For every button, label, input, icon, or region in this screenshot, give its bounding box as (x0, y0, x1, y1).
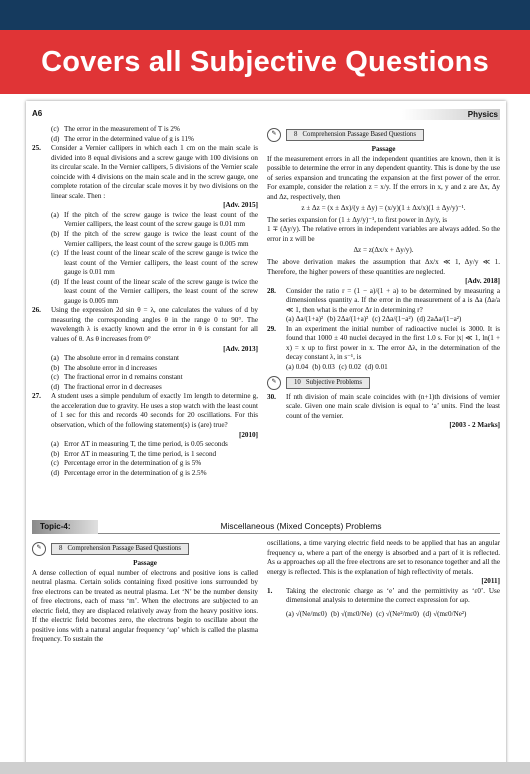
q29-option-c: (c) 0.02 (338, 363, 362, 372)
formula-2: Δz = z(Δx/x + Δy/y). (353, 246, 414, 255)
question-25: 25. Consider a Vernier callipers in which each 1 cm on the main scale is divided into 8 equal divisions and a screw gauge with 100 divisions on its circular scale. In the Vernier callipers, 5 divisions of the Vernier scale coincide with 4 divisions on the main scale and in the screw gauge, one complete rotation of the circular scale moves it by two divisions on the linear scale. Then : (32, 144, 258, 200)
plasma-passage-text: A dense collection of equal number of electrons and positive ions is called neutral plasma. Certain solids containing fixed positive ions surrounded by free electrons can be treated as neutral plasma. Let ‘N’ be the number density of free electrons, each of mass ‘m’. When the electrons are subjected to an electric field, they are displaced relatively away from the heavy positive ions. If the electric field becomes zero, the electrons begin to oscillate about the positive ions with a natural angular frequency ‘ωp’ which is called the plasma frequency. To sustain the (32, 568, 258, 644)
passage-heading: Passage (371, 145, 396, 153)
pencil-icon: ✎ (267, 128, 281, 142)
question-30: 30. If nth division of main scale coincides with (n+1)th divisions of vernier scale. Given one main scale division is equal to ‘a’ units. Find the least count of the vernier. (267, 392, 500, 420)
banner (0, 30, 530, 94)
banner-title: Covers all Subjective Questions (41, 45, 489, 78)
banner-top-strip (0, 0, 530, 30)
bottom-strip (0, 762, 530, 774)
option-line: (c) The error in the measurement of T is 2% (51, 125, 180, 133)
q28-option-b: (b) 2Δa/(1+a)² (327, 315, 369, 324)
q25-option-b: (b) If the pitch of the screw gauge is twice the least count of the Vernier callipers, the least count of the screw gauge is 0.005 mm (51, 230, 258, 248)
question-28: 28. Consider the ratio r = (1 − a)/(1 + a) to be determined by measuring a dimensionless quantity a. If the error in the measurement of a is Δa (Δa/a ≪ 1, then what is the error Δr in determining r? (267, 286, 500, 314)
pencil-icon: ✎ (32, 542, 46, 556)
question-27-ref: [2010] (238, 430, 258, 439)
page-number: A6 (32, 109, 43, 118)
q27-option-b: (b) Error ΔT in measuring T, the time period, is 1 second (51, 449, 217, 458)
question-26-ref: [Adv. 2013] (223, 344, 258, 353)
q26-option-a: (a) The absolute error in d remains constant (51, 354, 180, 363)
q27-option-c: (c) Percentage error in the determination of g is 5% (51, 459, 202, 468)
question-29: 29. In an experiment the initial number of radioactive nuclei is 3000. It is found that 1000 ± 40 nuclei decayed in the first 1.0 s. For |x| ≪ 1, ln(1 + x) = x up to first power in x. The error Δλ, in the determination of the decay constant λ, in s⁻¹, is (267, 324, 500, 362)
passage-heading-bottom: Passage (133, 559, 157, 567)
question-26: 26. Using the expression 2d sin θ = λ, one calculates the values of d by measuring the corresponding angles θ in the range 0 to 90°. The wavelength λ is exactly known and the error in θ is constant for all values of θ. As θ increases from 0° (32, 306, 258, 344)
topic-divider (98, 533, 500, 534)
section-header-8: ✎ 8 Comprehension Passage Based Questions (267, 128, 500, 142)
q29-option-a: (a) 0.04 (286, 363, 309, 372)
q29-option-d: (d) 0.01 (365, 363, 388, 372)
bottom-left-column (32, 539, 258, 645)
q26-option-b: (b) The absolute error in d increases (51, 363, 157, 372)
q1-option-a: (a) √(Ne/mε0) (286, 609, 327, 618)
q27-option-d: (d) Percentage error in the determination of g is 2.5% (51, 468, 207, 477)
question-25-ref: [Adv. 2015] (223, 201, 258, 210)
q1-option-d: (d) √(mε0/Ne²) (423, 609, 467, 618)
passage-text-1: If the measurement errors in all the independent quantities are known, then it is possible to determine the error in any dependent quantity. This is done by the use of series expansion and truncating the expansion at the first power of the error. For example, consider the relation z = x/y. If the errors in x, y and z are Δx, Δy and Δz, respectively, then (267, 154, 500, 201)
passage-text-2: The series expansion for (1 ± Δy/y)⁻¹, to first power in Δy/y, is (267, 215, 447, 224)
pencil-icon: ✎ (267, 376, 281, 390)
page-header (32, 109, 500, 123)
bottom-right-column (267, 539, 500, 619)
plasma-passage-ref: [2011] (481, 577, 500, 586)
q26-option-d: (d) The fractional error in d decreases (51, 382, 162, 391)
question-27: 27. A student uses a simple pendulum of exactly 1m length to determine g, the acceleration due to gravity. He uses a stop watch with the least count of 1 sec for this and records 40 seconds for 20 oscillations. For this observation, which of the following statement(s) is (are) true? (32, 392, 258, 429)
question-30-ref: [2003 - 2 Marks] (449, 421, 500, 430)
q29-option-b: (b) 0.03 (312, 363, 335, 372)
plasma-passage-continued: oscillations, a time varying electric field needs to be applied that has an angular frequency ω, where a part of the energy is absorbed and a part of it is reflected. As ω approaches ωp all the free electrons are set to resonance together and all the energy is reflected. This is the explanation of high reflectivity of metals. (267, 539, 500, 576)
q29-options (267, 363, 500, 373)
question-1: 1. Taking the electronic charge as ‘e’ and the permittivity as ‘ε0’. Use dimensional analysis to determine the correct expression for ωp. (267, 586, 500, 605)
right-column (267, 125, 500, 431)
passage-ref: [Adv. 2018] (465, 277, 500, 286)
subject-tab: Physics (402, 109, 500, 120)
topic-label: Topic-4: (32, 520, 98, 534)
q25-option-c: (c) If the least count of the linear scale of the screw gauge is twice the least count of the Vernier callipers, the least count of the screw gauge is 0.01 mm (51, 249, 258, 277)
q25-option-d: (d) If the least count of the linear scale of the screw gauge is twice the least count of the Vernier callipers, the least count of the screw gauge is 0.005 mm (51, 277, 258, 305)
topic-title: Miscellaneous (Mixed Concepts) Problems (220, 521, 382, 531)
topic-bar (32, 520, 500, 534)
q28-option-a: (a) Δa/(1+a)² (286, 315, 324, 324)
q26-option-c: (c) The fractional error in d remains constant (51, 373, 183, 382)
option-line: (d) The error in the determined value of g is 11% (51, 134, 195, 143)
left-column (32, 125, 258, 478)
q1-options (267, 610, 500, 620)
q28-option-c: (c) 2Δa/(1−a²) (372, 315, 413, 324)
section-header-8-bottom: ✎ 8 Comprehension Passage Based Questions (32, 542, 258, 556)
section-header-10: ✎ 10 Subjective Problems (267, 376, 500, 390)
q28-options (267, 315, 500, 325)
book-page (26, 101, 506, 774)
passage-text-4: The above derivation makes the assumption that Δx/x ≪ 1, Δy/y ≪ 1. Therefore, the higher powers of these quantities are neglected. (267, 258, 500, 276)
q27-option-a: (a) Error ΔT in measuring T, the time period, is 0.05 seconds (51, 440, 228, 449)
formula-1: z ± Δz = (x ± Δx)/(y ± Δy) = (x/y)(1 ± Δx/x)(1 ± Δy/y)⁻¹. (301, 204, 466, 213)
q1-option-b: (b) √(mε0/Ne) (330, 609, 373, 618)
q28-option-d: (d) 2aΔa/(1−a²) (416, 315, 462, 324)
passage-text-3: 1 ∓ (Δy/y). The relative errors in independent variables are always added. So the error in z will be (267, 225, 500, 243)
q1-option-c: (c) √(Ne²/mε0) (376, 609, 420, 618)
q25-option-a: (a) If the pitch of the screw gauge is twice the least count of the Vernier callipers, the least count of the screw gauge is 0.01 mm (51, 210, 258, 229)
